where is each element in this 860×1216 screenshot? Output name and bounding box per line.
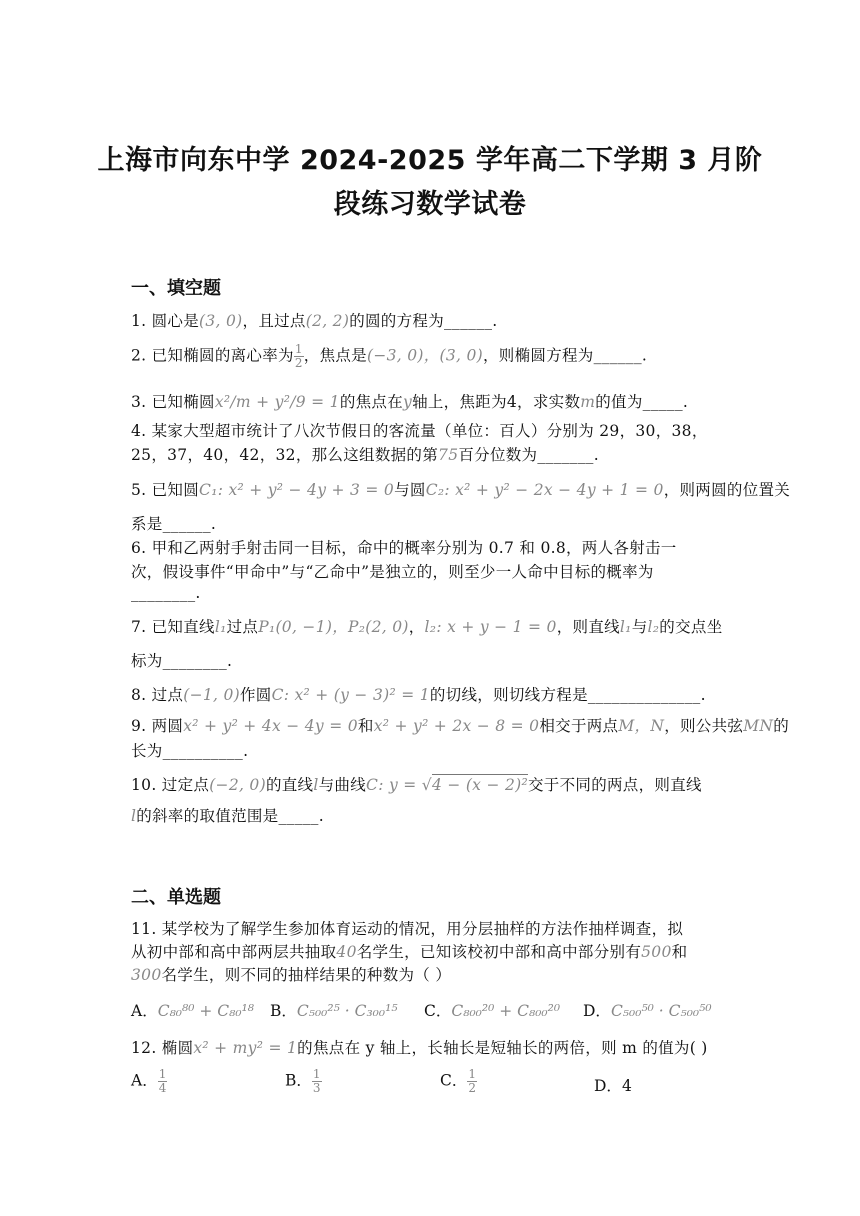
math-formula: l₁ [214,618,227,636]
option-d[interactable]: D．4 [594,1077,632,1095]
question-11-line2: 从初中部和高中部两层共抽取40名学生，已知该校初中部和高中部分别有500和 [131,943,688,961]
math-formula: x² + my² = 1 [193,1039,298,1057]
question-6-line3: ________. [131,584,201,602]
question-7-line2: 标为________. [131,652,233,670]
math-formula: (−2, 0) [209,776,266,794]
math-formula: l [131,807,137,825]
question-12: 12. 椭圆x² + my² = 1的焦点在 y 轴上，长轴长是短轴长的两倍，则 m 的值为( ) [131,1039,708,1057]
question-4-line2: 25，37，40，42，32，那么这组数据的第75百分位数为_______. [131,446,599,464]
math-formula: C₂: x² + y² − 2x − 4y + 1 = 0 [425,481,664,499]
fraction: $\frac{1}{3}$ [312,1067,321,1095]
fraction: $\frac{1}{4}$ [158,1067,167,1095]
question-4-line1: 4. 某家大型超市统计了八次节假日的客流量（单位：百人）分别为 29，30，38， [131,422,708,440]
section-heading-single-choice: 二、单选题 [131,887,221,908]
page-title-line2: 段练习数学试卷 [333,189,527,220]
math-formula: l₂ [647,618,660,636]
option-b[interactable]: B．C₅₀₀²⁵ · C₃₀₀¹⁵ [270,1002,398,1020]
page-title-line1: 上海市向东中学 2024-2025 学年高二下学期 3 月阶 [97,145,763,176]
math-formula: C₁: x² + y² − 4y + 3 = 0 [199,481,395,499]
math-formula: P₁(0, −1)，P₂(2, 0) [258,618,409,636]
math-formula: x² + y² + 4x − 4y = 0 [183,717,358,735]
question-6-line1: 6. 甲和乙两射手射击同一目标，命中的概率分别为 0.7 和 0.8，两人各射击一 [131,539,677,557]
math-formula: C₈₀⁸⁰ + C₈₀¹⁸ [157,1002,254,1020]
math-formula: C₅₀₀⁵⁰ · C₅₀₀⁵⁰ [610,1002,712,1020]
option-a[interactable]: A． $\frac{1}{4}$ [131,1067,167,1095]
math-formula: C₅₀₀²⁵ · C₃₀₀¹⁵ [296,1002,398,1020]
math-formula: l [313,776,319,794]
question-6-line2: 次，假设事件“甲命中”与“乙命中”是独立的，则至少一人命中目标的概率为 [131,563,654,581]
math-formula: y [403,393,413,411]
question-9-line2: 长为__________. [131,742,249,760]
section-heading-fill-in: 一、填空题 [131,278,221,299]
question-7-line1: 7. 已知直线l₁过点P₁(0, −1)，P₂(2, 0)，l₂: x + y − 1 = 0，则直线l₁与l₂的交点坐 [131,618,723,636]
question-5-line2: 系是______. [131,515,217,533]
option-a[interactable]: A．C₈₀⁸⁰ + C₈₀¹⁸ [131,1002,254,1020]
math-formula: (2, 2) [305,312,350,330]
math-formula: 300 [131,966,162,984]
math-formula: x²/m + y²/9 = 1 [214,393,340,411]
option-c[interactable]: C． $\frac{1}{2}$ [440,1067,477,1095]
math-formula: C: y = [366,776,422,794]
question-10-line1: 10. 过定点(−2, 0)的直线l与曲线C: y = √4 − (x − 2)²交于不同的两点，则直线 [131,776,702,794]
fraction: $\frac{1}{2}$ [468,1067,477,1095]
question-11-line3: 300名学生，则不同的抽样结果的种数为（ ） [131,966,452,984]
math-formula: MN [743,717,774,735]
option-c[interactable]: C．C₈₀₀²⁰ + C₈₀₀²⁰ [424,1002,561,1020]
question-8: 8. 过点(−1, 0)作圆C: x² + (y − 3)² = 1的切线，则切线方程是______________. [131,686,706,704]
math-formula: M，N [618,717,665,735]
math-formula: l₂: x + y − 1 = 0 [424,618,557,636]
question-3: 3. 已知椭圆x²/m + y²/9 = 1的焦点在y轴上，焦距为4，求实数m的值为_____. [131,393,689,411]
question-5-line1: 5. 已知圆C₁: x² + y² − 4y + 3 = 0与圆C₂: x² + y² − 2x − 4y + 1 = 0，则两圆的位置关 [131,481,791,499]
question-10-line2: l的斜率的取值范围是_____. [131,807,324,825]
math-formula: 4 − (x − 2)² [431,776,528,794]
option-d[interactable]: D．C₅₀₀⁵⁰ · C₅₀₀⁵⁰ [583,1002,712,1020]
math-formula: C: x² + (y − 3)² = 1 [271,686,430,704]
fraction: $\frac{1}{2}$ [294,342,303,370]
math-formula: (−1, 0) [183,686,240,704]
question-9-line1: 9. 两圆x² + y² + 4x − 4y = 0和x² + y² + 2x − 8 = 0相交于两点M，N，则公共弦MN的 [131,717,790,735]
math-formula: (3, 0) [199,312,243,330]
math-formula: x² + y² + 2x − 8 = 0 [373,717,540,735]
math-formula: C₈₀₀²⁰ + C₈₀₀²⁰ [451,1002,561,1020]
math-formula: l₁ [619,618,632,636]
math-formula: 40 [336,943,357,961]
option-b[interactable]: B． $\frac{1}{3}$ [285,1067,321,1095]
question-1: 1. 圆心是(3, 0)，且过点(2, 2)的圆的方程为______. [131,312,498,330]
math-formula: 75 [438,446,459,464]
math-formula: m [580,393,596,411]
question-2: 2. 已知椭圆的离心率为 $\frac{1}{2}$ ，焦点是(−3, 0)，(3, 0)，则椭圆方程为______. [131,342,648,370]
math-formula: 500 [641,943,672,961]
question-11-line1: 11. 某学校为了解学生参加体育运动的情况，用分层抽样的方法作抽样调查，拟 [131,920,684,938]
math-formula: (−3, 0)，(3, 0) [366,346,483,365]
